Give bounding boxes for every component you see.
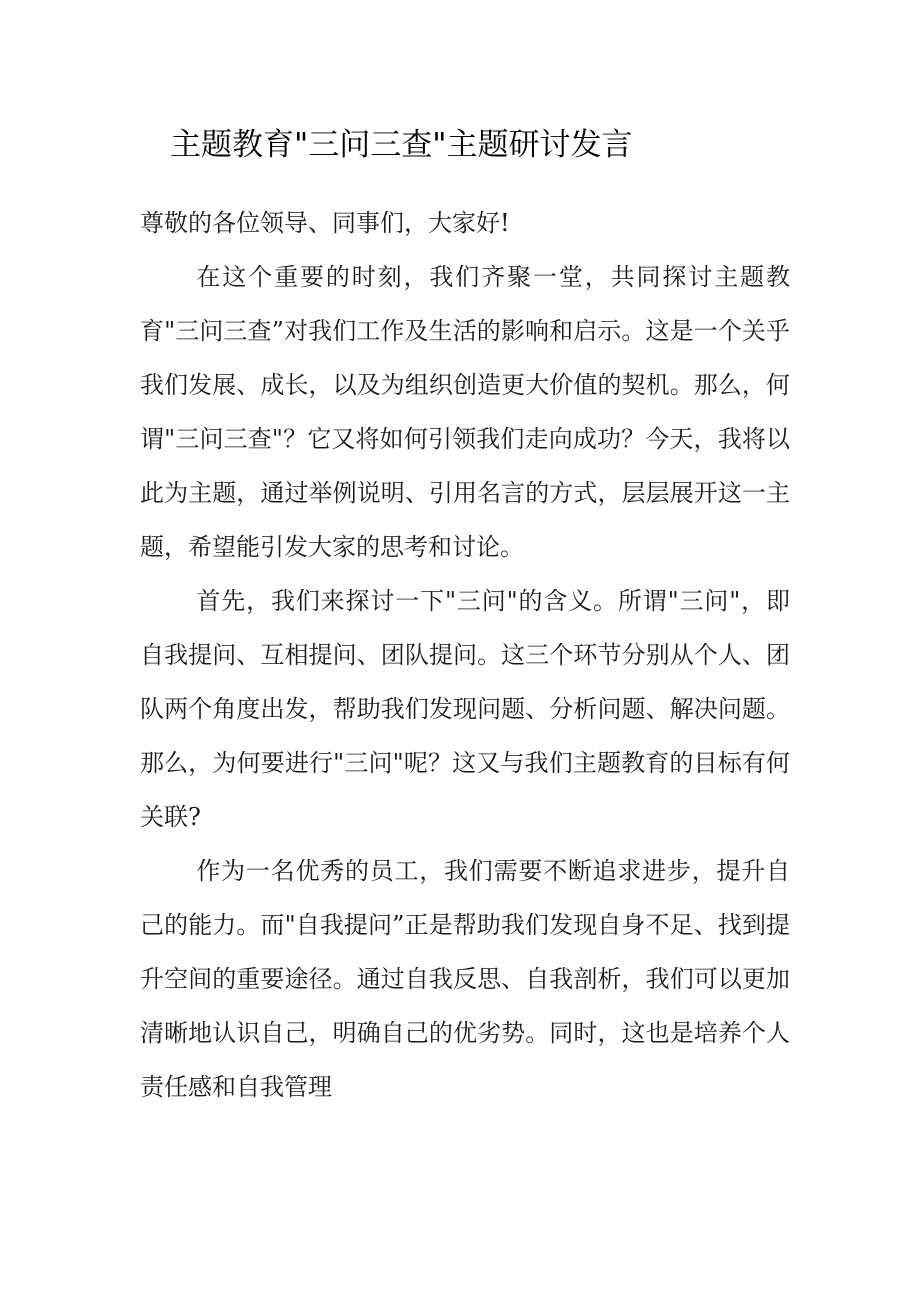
- document-title: 主题教育"三问三查"主题研讨发言: [170, 127, 633, 163]
- document-body: [140, 196, 790, 1114]
- paragraph-self-questioning: 作为一名优秀的员工，我们需要不断追求进步，提升自己的能力。而"自我提问”正是帮助我们发现自身不足、找到提升空间的重要途径。通过自我反思、自我剖析，我们可以更加清晰地认识自己，明确自己的优劣势。同时，这也是培养个人责任感和自我管理: [140, 857, 790, 1101]
- paragraph-intro: 在这个重要的时刻，我们齐聚一堂，共同探讨主题教育"三问三查”对我们工作及生活的影响和启示。这是一个关乎我们发展、成长，以及为组织创造更大价值的契机。那么，何谓"三问三查"？它又将如何引领我们走向成功？今天，我将以此为主题，通过举例说明、引用名言的方式，层层展开这一主题，希望能引发大家的思考和讨论。: [140, 263, 790, 561]
- paragraph-three-questions: 首先，我们来探讨一下"三问"的含义。所谓"三问"，即自我提问、互相提问、团队提问。这三个环节分别从个人、团队两个角度出发，帮助我们发现问题、分析问题、解决问题。那么，为何要进行"三问"呢？这又与我们主题教育的目标有何关联?: [140, 587, 790, 831]
- greeting-line: 尊敬的各位领导、同事们，大家好!: [140, 209, 510, 237]
